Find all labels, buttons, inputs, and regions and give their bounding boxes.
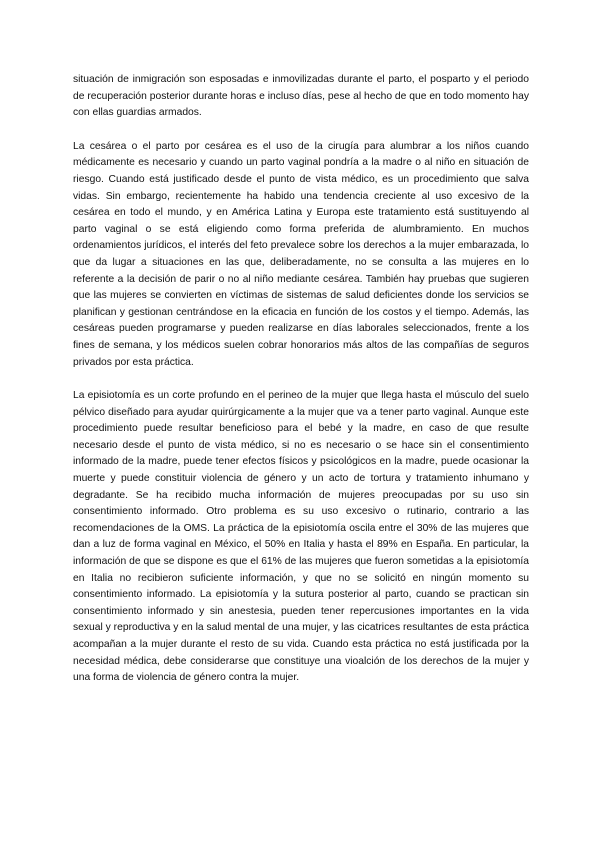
document-body <box>73 72 529 703</box>
paragraph-immigration-restraint: situación de inmigración son esposadas e inmovilizadas durante el parto, el posparto y el periodo de recuperación posterior durante horas e incluso días, pese al hecho de que en todo momento hay con ellas guardias armados. <box>73 74 529 119</box>
paragraph-cesarean: La cesárea o el parto por cesárea es el uso de la cirugía para alumbrar a los niños cuando médicamente es necesario y cuando un parto vaginal pondría a la madre o al niño en situación de riesgo. Cuando está justificado desde el punto de vista médico, es un procedimiento que salva vidas. Sin embargo, recientemente ha habido una tendencia creciente al uso excesivo de la cesárea en todo el mundo, y en América Latina y Europa este tratamiento está sustituyendo al parto vaginal o se está eligiendo como forma preferida de alumbramiento. En muchos ordenamientos jurídicos, el interés del feto prevalece sobre los derechos a la mujer embarazada, lo que da lugar a situaciones en las que, deliberadamente, no se consulta a las mujeres en lo referente a la decisión de parir o no al niño mediante cesárea. También hay pruebas que sugieren que las mujeres se convierten en víctimas de sistemas de salud deficientes donde los servicios se planifican y gestionan centrándose en la eficacia en función de los costos y el tiempo. Además, las cesáreas pueden programarse y pueden realizarse en días laborales seleccionados, frente a los fines de semana, y los médicos suelen cobrar honorarios más altos de las compañías de seguros privados por esta práctica. <box>73 140 529 368</box>
paragraph-episiotomy: La episiotomía es un corte profundo en el perineo de la mujer que llega hasta el músculo del suelo pélvico diseñado para ayudar quirúrgicamente a la mujer que va a tener parto vaginal. Aunque este procedimiento puede resultar beneficioso para el bebé y la madre, en caso de que resulte necesario desde el punto de vista médico, si no es necesario o se hace sin el consentimiento informado de la madre, puede tener efectos físicos y psicológicos en la madre, puede ocasionar la muerte y puede constituir violencia de género y un acto de tortura y tratamiento inhumano y degradante. Se ha recibido mucha información de mujeres preocupadas por su uso sin consentimiento informado. Otro problema es su uso excesivo o rutinario, contrario a las recomendaciones de la OMS. La práctica de la episiotomía oscila entre el 30% de las mujeres que dan a luz de forma vaginal en México, el 50% en Italia y hasta el 89% en España. En particular, la información de que se dispone es que el 61% de las mujeres que fueron sometidas a la episiotomía en Italia no recibieron suficiente información, y que no se solicitó en ningún momento su consentimiento informado. La episiotomía y la sutura posterior al parto, cuando se practican sin consentimiento informado y sin anestesia, pueden tener repercusiones importantes en la vida sexual y reproductiva y en la salud mental de una mujer, y las cicatrices resultantes de esta práctica acompañan a la mujer durante el resto de su vida. Cuando esta práctica no está justificada por la necesidad médica, debe considerarse que constituye una vioalción de los derechos de la mujer y una forma de violencia de género contra la mujer. <box>73 390 529 684</box>
